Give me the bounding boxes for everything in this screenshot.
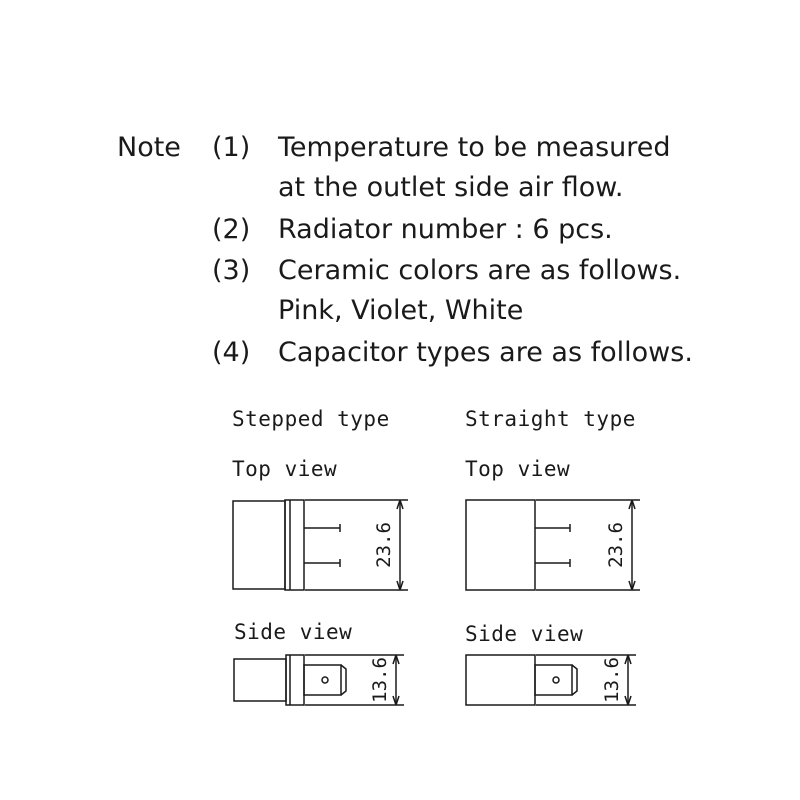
- stepped-top-step: [285, 500, 304, 590]
- note-text: Pink, Violet, White: [278, 295, 524, 326]
- note-text: Ceramic colors are as follows.: [278, 255, 682, 286]
- stepped-side-view-label: Side view: [234, 620, 353, 644]
- straight-top-view-label: Top view: [465, 457, 571, 481]
- stepped-top-dimension: 23.6: [373, 522, 395, 568]
- stepped-type-title: Stepped type: [232, 407, 390, 431]
- straight-top-dimension: 23.6: [605, 522, 627, 568]
- straight-side-dimension: 13.6: [601, 657, 623, 703]
- straight-side-body: [466, 655, 535, 705]
- note-label: Note: [117, 132, 181, 163]
- note-text: at the outlet side air flow.: [278, 172, 624, 203]
- stepped-side-body: [234, 659, 286, 701]
- note-number: (4): [212, 337, 251, 368]
- straight-type-title: Straight type: [465, 407, 636, 431]
- note-number: (2): [212, 214, 251, 245]
- note-text: Temperature to be measured: [278, 132, 671, 163]
- stepped-side-dimension: 13.6: [369, 657, 391, 703]
- note-text: Radiator number : 6 pcs.: [278, 214, 613, 245]
- stepped-top-body: [233, 501, 285, 589]
- note-number: (3): [212, 255, 251, 286]
- stepped-side-hole: [322, 677, 328, 683]
- straight-top-body: [466, 500, 535, 590]
- stepped-top-view-label: Top view: [232, 457, 338, 481]
- note-text: Capacitor types are as follows.: [278, 337, 693, 368]
- straight-side-view-label: Side view: [465, 622, 584, 646]
- note-number: (1): [212, 132, 251, 163]
- stepped-side-step: [286, 655, 304, 705]
- straight-side-hole: [553, 677, 559, 683]
